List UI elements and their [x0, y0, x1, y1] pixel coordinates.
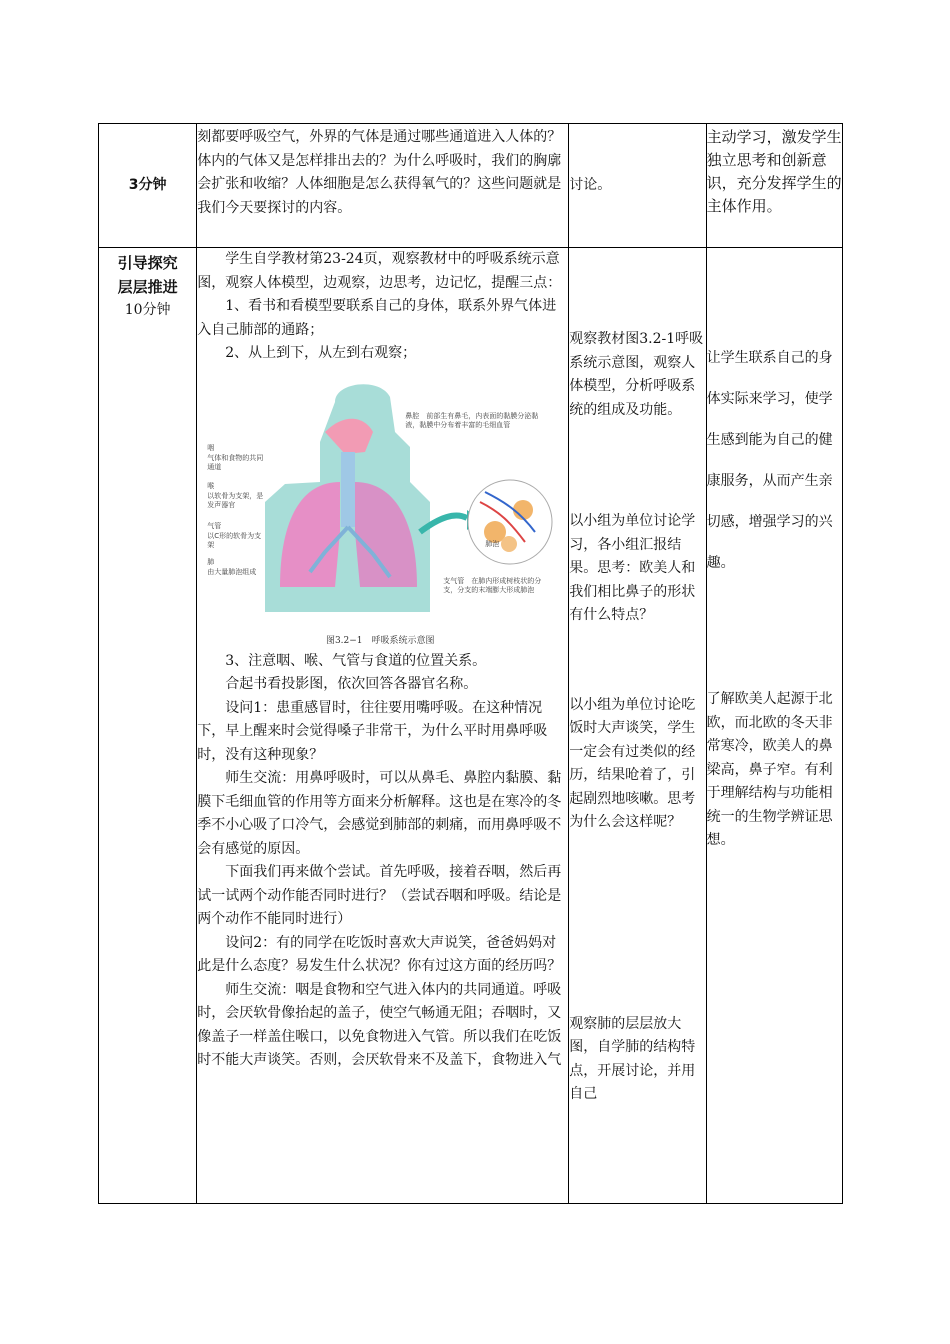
figure-label: 气管	[207, 521, 222, 530]
respiratory-system-figure	[205, 372, 555, 646]
figure-label: 喉	[207, 481, 215, 490]
teacher-activity-cell	[197, 124, 569, 248]
paragraph: 合起书看投影图，依次回答各器官名称。	[225, 676, 478, 692]
stage-cell	[99, 124, 197, 248]
student-text: 以小组为单位讨论吃饭时大声谈笑，学生一定会有过类似的经历，结果呛着了，引起剧烈地咳嗽。思考为什么会这样呢？	[569, 696, 696, 830]
lesson-table	[98, 123, 843, 1204]
paragraph: 师生交流：咽是食物和空气进入体内的共同通道。呼吸时，会厌软骨像抬起的盖子，使空气畅通无阻；吞咽时，又像盖子一样盖住喉口，以免食物进入气管。所以我们在吃饭时不能大声谈笑。否则，会厌软骨来不及盖下，食物进入气	[197, 981, 562, 1068]
figure-label: 肺泡	[485, 539, 500, 548]
intent-text: 让学生联系自己的身体实际来学习，使学生感到能为自己的健康服务，从而产生亲切感，增强学习的兴趣。	[706, 350, 833, 571]
paragraph: 1、看书和看模型要联系自己的身体，联系外界气体进入自己肺部的通路；	[197, 298, 557, 338]
intent-cell	[706, 248, 842, 1204]
stage-title: 层层推进	[117, 277, 178, 296]
paragraph: 3、注意咽、喉、气管与食道的位置关系。	[225, 652, 487, 669]
paragraph: 2、从上到下，从左到右观察；	[225, 345, 417, 361]
student-activity-cell	[569, 248, 706, 1204]
figure-label: 咽	[207, 443, 215, 452]
figure-label: 以C形的软骨为支架	[207, 531, 262, 549]
stage-title: 引导探究	[117, 254, 178, 272]
student-text: 讨论。	[569, 176, 612, 193]
table-row	[99, 124, 843, 248]
intent-text: 了解欧美人起源于北欧，而北欧的冬天非常寒冷，欧美人的鼻梁高，鼻子窄。有利于理解结构与功能相统一的生物学辨证思想。	[706, 691, 833, 848]
figure-label: 以软骨为支架，是发声器官	[207, 491, 264, 509]
student-text: 观察教材图3.2-1呼吸系统示意图，观察人体模型，分析呼吸系统的组成及功能。	[569, 331, 704, 418]
student-text: 以小组为单位讨论学习，各小组汇报结果。思考：欧美人和我们相比鼻子的形状有什么特点？	[569, 513, 696, 623]
figure-label: 肺	[207, 557, 215, 566]
table-row	[99, 248, 843, 1204]
intent-text: 主动学习，激发学生独立思考和创新意识，充分发挥学生的主体作用。	[706, 128, 842, 215]
time-label: 3分钟	[128, 176, 167, 193]
time-label: 10分钟	[124, 302, 171, 318]
paragraph: 下面我们再来做个尝试。首先呼吸，接着吞咽，然后再试一试两个动作能否同时进行？（尝试吞咽和呼吸。结论是两个动作不能同时进行）	[197, 864, 562, 927]
figure-caption: 图3.2−1 呼吸系统示意图	[325, 636, 435, 646]
figure-label: 支气管 在肺内形成树枝状的分支，分支的末端膨大形成肺泡	[443, 576, 542, 594]
figure-label: 气体和食物的共同通道	[207, 453, 264, 471]
paragraph: 刻都要呼吸空气，外界的气体是通过哪些通道进入人体的？体内的气体又是怎样排出去的？为什么呼吸时，我们的胸廓会扩张和收缩？人体细胞是怎么获得氧气的？这些问题就是我们今天要探讨的内容。	[197, 129, 562, 216]
paragraph: 学生自学教材第23-24页，观察教材中的呼吸系统示意图，观察人体模型，边观察，边思考，边记忆，提醒三点：	[197, 251, 562, 291]
paragraph: 师生交流：用鼻呼吸时，可以从鼻毛、鼻腔内黏膜、黏膜下毛细血管的作用等方面来分析解释。这也是在寒冷的冬季不小心吸了口冷气，会感觉到肺部的刺痛，而用鼻呼吸不会有感觉的原因。	[197, 770, 562, 857]
paragraph: 设问2：有的同学在吃饭时喜欢大声说笑，爸爸妈妈对此是什么态度？易发生什么状况？你有过这方面的经历吗？	[197, 934, 562, 974]
stage-cell	[99, 248, 197, 1204]
paragraph: 设问1：患重感冒时，往往要用嘴呼吸。在这种情况下，早上醒来时会觉得嗓子非常干，为什么平时用鼻呼吸时，没有这种现象？	[197, 699, 548, 763]
figure-label: 由大量肺泡组成	[207, 567, 257, 576]
student-text: 观察肺的层层放大图，自学肺的结构特点，开展讨论，并用自己	[569, 1015, 696, 1102]
teacher-activity-cell	[197, 248, 569, 1204]
figure-label: 鼻腔 前部生有鼻毛，内表面的黏膜分泌黏液，黏膜中分布着丰富的毛细血管	[405, 411, 539, 429]
student-activity-cell	[569, 124, 706, 248]
intent-cell	[706, 124, 842, 248]
